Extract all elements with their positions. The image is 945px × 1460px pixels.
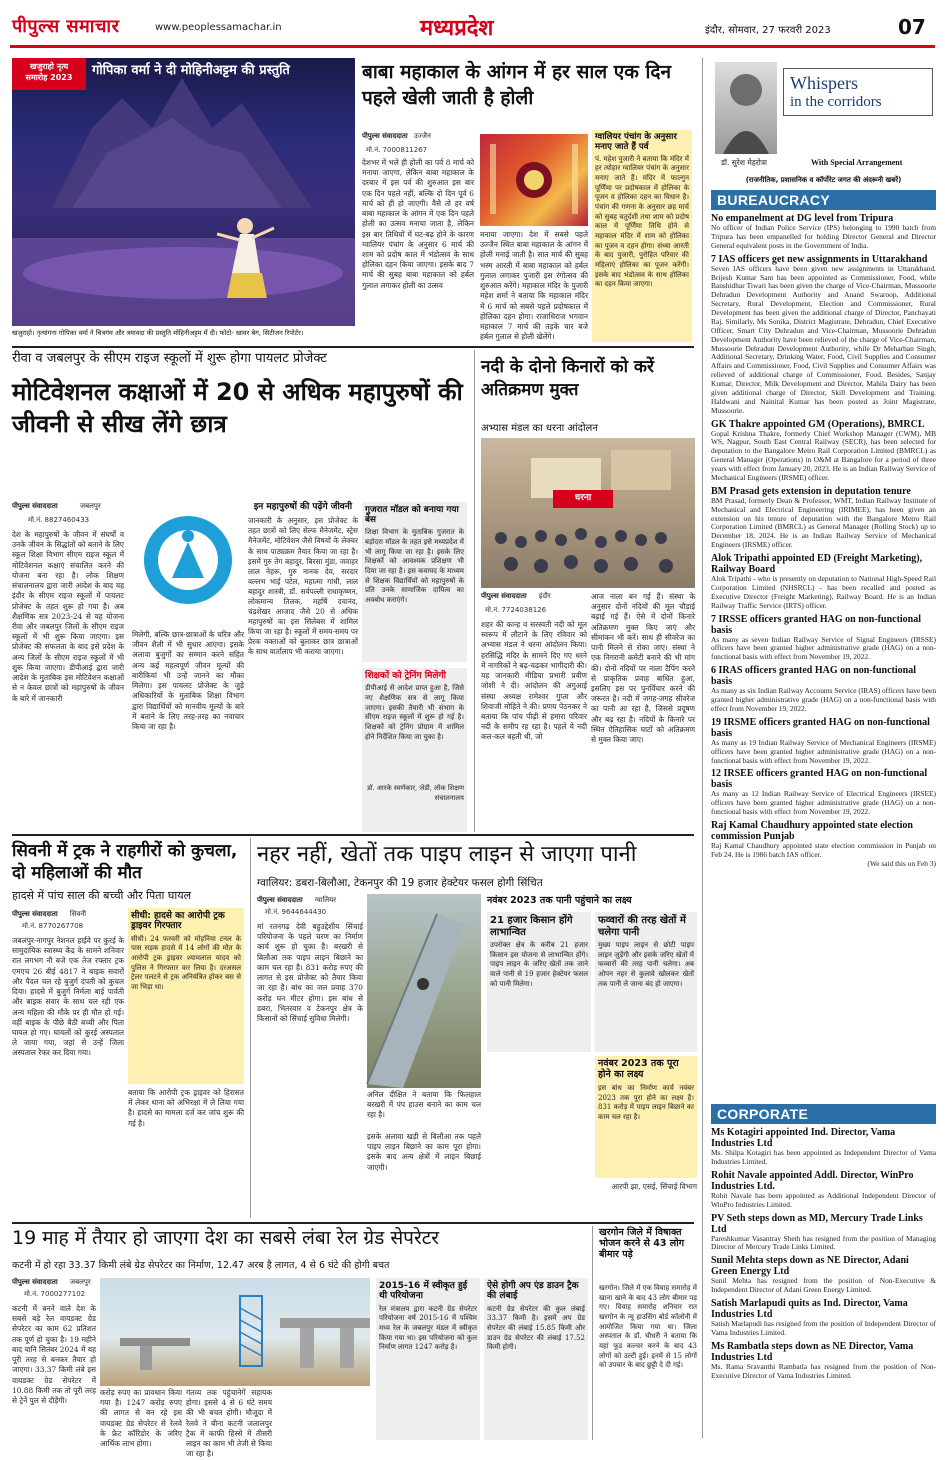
page-number: 07 xyxy=(898,15,926,39)
mahakal-body-col1: देशभर में भले ही होली का पर्व 8 मार्च को मनाया जाएगा, लेकिन बाबा महाकाल के दरबार में इस पर्व की शुरुआत इस बार एक दिन पहले नहीं, बल्कि दो दिन पूर्व 6 मार्च को ही हो जाएगी। वैसे तो हर वर्ष बाबा महाकाल के आंगन में एक दिन पहले होली का उत्सव मनाया जाता है, लेकिन इस बार तिथियों में घट-बढ़ होने के कारण ग्वालियर पंचांग के अनुसार 6 मार्च की शाम को प्रदोष काल में भंडोत्सव के साथ होलिका दहन किया जाएगा। इसके बाद 7 मार्च की सुबह बाबा महाकाल को हर्बल गुलाल लगाकर होली का उत्सव xyxy=(362,158,474,290)
bureaucracy-item xyxy=(711,486,936,550)
whispers-title-line1: Whispers xyxy=(790,73,858,93)
corporate-item xyxy=(711,1298,936,1338)
motivational-box2 xyxy=(362,502,467,662)
encroachment-mobile: मो.नं. 7724038126 xyxy=(485,606,547,614)
pipeline-story xyxy=(250,838,696,1218)
mahakal-sidebar-title: ग्वालियर पंचांग के अनुसार मनाए जाते हैं पर्व xyxy=(595,132,677,152)
pipeline-mobile: मो.नं. 9644644430 xyxy=(265,908,327,916)
bureaucracy-item-body: As many as 19 Indian Railway Service of Mechanical Engineers (IRSME) officers have been granted higher administrative grade (HAG) on a non-functional basis with effect from November 19, 2022. xyxy=(711,737,936,765)
pipeline-byline-name: पीपुल्स संवाददाता xyxy=(257,896,303,904)
rail-subhead: कटनी में हो रहा 33.37 किमी लंबे ग्रेड सेपरेटर का निर्माण, 12.47 अरब है लागत, 4 से 6 घंटे की होगी बचत xyxy=(12,1260,390,1271)
mahakal-mobile: मो.नं. 7000811267 xyxy=(366,146,428,154)
shrine-illustration xyxy=(480,134,588,226)
seoni-box-title: सीधी: हादसे का आरोपी ट्रक ड्राइवर गिरफ्तार xyxy=(131,911,225,932)
encroachment-story xyxy=(474,350,696,832)
mahakal-sidebar-body: पं. महेश पुजारी ने बताया कि मंदिर में हर त्योहार ग्वालियर पंचांग के अनुसार मनाए जाते हैं। मंदिर में फाल्गुन पूर्णिमा पर प्रदोषकाल में होलिका के पूजन व होलिका दहन का विधान है। पंचांग की गणना के अनुसार छह मार्च को सुबह चतुर्दशी तथा शाम को प्रदोष काल में पूर्णिमा तिथि होने से महाकाल मंदिर में शाम को होलिका का पूजन व दहन होगा। संध्या आरती के बाद पुजारी, पुरोहित परिवार की महिलाएं होलिका का पूजन करेंगी। इसके बाद भंडोत्सव के साथ होलिका का दहन किया जाएगा। xyxy=(595,154,689,289)
motivational-box3 xyxy=(362,668,467,832)
pipeline-box4 xyxy=(595,1056,697,1178)
pipeline-box1-title: नवंबर 2023 तक पानी पहुंचाने का लक्ष्य xyxy=(487,895,632,906)
bureaucracy-item-title[interactable]: BM Prasad gets extension in deputation tenure xyxy=(711,485,911,497)
paper-logo[interactable] xyxy=(12,14,152,44)
motivational-byline-place: जबलपुर xyxy=(79,502,101,510)
bureaucracy-item-title[interactable]: 7 IRSSE officers granted HAG on non-functional basis xyxy=(711,613,922,636)
encroachment-byline-place: इंदौर xyxy=(538,592,551,600)
corporate-label: CORPORATE xyxy=(711,1104,936,1124)
bureaucracy-item-body: As many as 12 Indian Railway Service of Electrical Engineers (IRSEE) officers have been granted higher administrative grade (HAG) on a non-functional basis with effect from November 19, 2022. xyxy=(711,789,936,817)
pipeline-photo xyxy=(367,894,481,1088)
rail-box1-title: 2015-16 में स्वीकृत हुई थी परियोजना xyxy=(379,1281,468,1302)
corporate-item-title[interactable]: Rohit Navale appointed Addl. Director, WinPro Industries Ltd. xyxy=(711,1169,914,1192)
sun-figure-icon xyxy=(132,502,244,620)
mahakal-byline-name: पीपुल्स संवाददाता xyxy=(362,132,408,140)
bureaucracy-item-note: (We said this on Feb 3) xyxy=(867,858,936,868)
corporate-item-body: Ms. Rama Sravanthi Rambatla has resigned from the position of Non-Executive Director of Vama Industries Limited. xyxy=(711,1361,936,1380)
seoni-box xyxy=(128,908,244,1084)
pipeline-body-col2: इसके अलावा खड़ी से बिलौआ तक पहले पाइप लाइन बिछाने का काम पूरा होगा। इसके बाद अन्य क्षेत्रों में लाइन बिछाई जाएगी। xyxy=(367,1132,481,1172)
bureaucracy-item xyxy=(711,213,936,251)
rail-story xyxy=(12,1226,588,1459)
mahakal-byline-place: उज्जैन xyxy=(413,132,431,140)
corporate-item-body: Satish Marlapudi has resigned from the position of Independent Director of Vama Industries Limited. xyxy=(711,1319,936,1337)
pipeline-box4-title: नवंबर 2023 तक पूरा होने का लक्ष्य xyxy=(598,1058,679,1080)
motivational-box2-title: गुजरात मॉडल को बनाया गया बेस xyxy=(365,505,459,526)
encroachment-body-col1: शहर की कान्ह व सरस्वती नदी को मूल स्वरूप में लौटाने के लिए रविवार को अभ्यास मंडल ने धरना आंदोलन किया। हरसिद्धि मंदिर के सामने दिए गए धरने में नागरिकों ने बढ़-चढ़कर भागीदारी की। यह जानकारी मीडिया प्रभारी प्रवीण जोशी ने दी। आंदोलन की अगुआई संस्था अध्यक्ष रामेश्वर गुप्ता और शिवाजी मोहिते ने की। प्रणय पेठनकर ने बताया कि पांच पीढ़ी से हमारा परिवार नदी के समीप रह रहा है। पहले ये नदी कल-कल बहती थी, जो xyxy=(481,620,587,742)
corporate-item xyxy=(711,1341,936,1381)
special-arrangement: With Special Arrangement xyxy=(811,158,903,167)
khargone-story xyxy=(592,1226,696,1440)
pipeline-box3-body: मुख्य पाइप लाइन से छोटी पाइप लाइन जुड़ेंगी और इसके जरिए खेतों में फव्वारों की तरह पानी चलेगा। अब ओपन नहर से कुलावे खोलकर खेतों तक पानी ले जाना बंद हो जाएगा। xyxy=(598,941,694,988)
author-portrait xyxy=(715,62,777,154)
pipeline-subhead: ग्वालियर: डबरा-बिलौआ, टेकनपुर की 19 हजार हेक्टेयर फसल होगी सिंचित xyxy=(257,877,543,889)
motivational-kicker: रीवा व जबलपुर के सीएम राइज स्कूलों में शुरू होगा पायलट प्रोजेक्ट xyxy=(12,351,327,366)
mahakal-shrine-photo xyxy=(480,134,588,226)
bureaucracy-item-body: As many as six Indian Railway Accounts Service (IRAS) officers have been granted higher administrative grade (HAG) on a non-functional basis with effect from November 19, 2022. xyxy=(711,686,937,713)
bureaucracy-item-title[interactable]: 19 IRSME officers granted HAG on non-functional basis xyxy=(711,716,930,739)
bureaucracy-item xyxy=(711,614,936,663)
festival-tag-line2: समारोह 2023 xyxy=(25,73,73,82)
encroachment-byline-name: पीपुल्स संवाददाता xyxy=(481,592,527,600)
bureaucracy-item-title[interactable]: Raj Kamal Chaudhury appointed state election commission Punjab xyxy=(711,820,913,842)
whispers-title xyxy=(783,68,933,116)
motivational-byline-name: पीपुल्स संवाददाता xyxy=(12,502,58,510)
bureaucracy-label: BUREAUCRACY xyxy=(711,190,936,210)
rail-mobile: मो.नं. 7000277102 xyxy=(24,1290,86,1298)
rail-box2 xyxy=(484,1278,588,1440)
festival-tag-line1: खजुराहो नृत्य xyxy=(29,62,69,71)
bureaucracy-item xyxy=(711,717,936,766)
seoni-mobile: मो.नं. 8770267708 xyxy=(22,922,84,930)
bureaucracy-item-title[interactable]: 6 IRAS officers granted HAG on non-functional basis xyxy=(711,665,917,688)
motivational-box1 xyxy=(248,502,358,832)
khargone-headline[interactable]: खरगोन जिले में विषाक्त भोजन करने से 43 लोग बीमार पड़े xyxy=(599,1227,685,1260)
bureaucracy-item-body: As many as seven Indian Railway Service of Signal Engineers (IRSSE) officers have been granted higher administrative grade (HAG) on a non-functional basis with effect from November 19, 2022. xyxy=(711,634,936,662)
encroachment-byline xyxy=(481,592,591,601)
mahakal-byline xyxy=(362,132,482,141)
seoni-body-col2: बताया कि आरोपी ट्रक ड्राइवर को हिरासत में लेकर थाना को अभिरक्षा में ले लिया गया है। हादसे का मामला दर्ज कर जांच शुरू की गई है। xyxy=(128,1088,244,1128)
rail-byline-name: पीपुल्स संवाददाता xyxy=(12,1278,58,1286)
rail-body-col1: कटनी में बनने वाले देश के सबसे बड़े रेल वायडक्ट ग्रेड सेपरेटर का काम 62 प्रतिशत तक पूर्ण हो चुका है। 19 महीने बाद यानि सितंबर 2024 में यह पूरी तरह से बनकर तैयार हो जाएगा। 33.37 किमी लंबे इस वायडक्ट ग्रेड सेपरेटर में 10.88 किमी तक तो पूरी तरह से ट्रेनें पुल से दौड़ेंगी। xyxy=(12,1304,96,1405)
section-title: मध्यप्रदेश xyxy=(420,16,494,41)
divider-middle xyxy=(12,834,694,836)
bureaucracy-item-body: Alok Tripathi - who is presently on deputation to National High-Speed Rail Corporation Limited (NHSRCL) - has been recalled and posted as Executive Director (Freight Marketing), Railway Board. He is an Indian Railway Traffic Service (IRTS) officer. xyxy=(711,574,936,610)
corporate-item-title[interactable]: Sunil Mehta steps down as NE Director, Adani Green Energy Ltd xyxy=(711,1255,909,1278)
divider-bottom xyxy=(12,1222,694,1224)
bureaucracy-item xyxy=(711,665,936,714)
rail-body-col2: करोड़ रुपए का प्रावधान किया गया है। 1247 करोड़ रुपए की लागत से बन रहे इस वायडक्ट ग्रेड सेपरेटर से रेलवे के फ्रेट कॉरिडोर के जरिए आर्थिक लाभ होगा। xyxy=(100,1388,182,1449)
motivational-box3-body: डीपीआई से आदेश प्राप्त हुआ है, जिसे नए शैक्षणिक सत्र से लागू किया जाएगा। इसकी तैयारी भी संभाग के सीएम राइज स्कूलों में शुरू हो गई है। शिक्षकों को ट्रेनिंग प्रोग्राम में शामिल होने निर्देशित किया जा चुका है। xyxy=(365,684,464,741)
corporate-item-title[interactable]: Ms Kotagiri appointed Ind. Director, Vama Industries Ltd xyxy=(711,1127,896,1149)
mohiniattam-caption: खजुराहो। नृत्यांगना गोपिका वर्मा ने चित्रगंम और त्रयावदा की प्रस्तुति मोहिनीअट्टम में दी। फोटो- खावर बेग, सिटीजन रिपोर्टर। xyxy=(12,329,304,337)
seoni-byline xyxy=(12,910,122,919)
rail-construction-photo xyxy=(100,1278,370,1386)
bureaucracy-item xyxy=(711,820,936,869)
corporate-item-body: Sunil Mehta has resigned from the position of Non-Executive & Independent Director of Adani Green Energy Limited. xyxy=(711,1276,936,1295)
bureaucracy-item xyxy=(711,553,936,611)
pipeline-caption: अनिल दीक्षित ने बताया कि फिलहाल बरखरी में पंप हाउस बनाने का काम चल रहा है। xyxy=(367,1090,481,1120)
motivational-box3-title: शिक्षकों को ट्रेनिंग मिलेगी xyxy=(365,671,446,681)
masthead-rule xyxy=(10,45,935,48)
seoni-body-col1: जबलपुर-नागपुर नेशनल हाईवे पर कुरई के सामुदायिक स्वास्थ्य केंद्र के सामने शनिवार रात लगभग नौ बजे एक तेज रफ्तार ट्रक एमएच 26 बीई 4817 ने बाइक सवारों और पैदल चल रहे बुजुर्ग दंपती को कुचल दिया। हादसे में बुजुर्ग निर्मला बाई पार्वती और बाइक सवार के साथ चल रही एक अन्य महिला की मौके पर ही मौत हो गई। वहीं बाइक के पीछे बैठी बच्ची और पिता घायल हो गए। घायलों को कुरई अस्पताल ले जाया गया, जहां से उन्हें जिला अस्पताल रेफर कर दिया गया। xyxy=(12,936,124,1058)
motivational-story xyxy=(12,350,467,832)
whispers-column xyxy=(702,58,938,1438)
bureaucracy-item-body: No officer of Indian Police Service (IPS) belonging to 1990 batch from Tripura has been empanelled for holding Director General and Director General equivalent posts in the Government of India. xyxy=(711,223,936,250)
seoni-story xyxy=(12,838,244,1218)
motivational-box2-body: शिक्षा विभाग के मुताबिक गुजरात के बड़ोदरा मॉडल के तहत इसे मध्यप्रदेश में भी लागू किया जा रहा है। इसके लिए शिक्षकों को आवश्यक प्रशिक्षण भी दिया जा रहा है। इस कवायद के माध्यम से शिक्षक विद्यार्थियों को महापुरुषों के प्रति उनके सामाजिक दायित्व का अवबोध कराएंगे। xyxy=(365,528,464,604)
temple-stage-illustration xyxy=(12,58,355,326)
corporate-item-body: Pareshkumar Vasantray Sheth has resigned from the position of Managing Director of Mercury Trade Links Limited. xyxy=(711,1233,936,1252)
motivational-box1-body: जानकारी के अनुसार, इस प्रोजेक्ट के तहत छात्रों को लिए सेल्फ मैनेजमेंट, स्ट्रेस मैनेजमेंट, मोटिवेशन जैसे विषयों के लेक्चर के साथ पाठ्यक्रम तैयार किया जा रहा है। इसमें गुरु तेग बहादुर, बिरसा मुंडा, जवाहर लाल नेहरू, गुरु नानक देव, सरदार वल्लभ भाई पटेल, महात्मा गांधी, लाल बहादुर शास्त्री, डॉ. सर्वपल्ली राधाकृष्णन, लोकमान्य तिलक, महर्षि दयानंद, चंद्रशेखर आजाद जैसे 20 से अधिक महापुरुषों का इस सिलेबस में शामिल किया जा रहा है। स्कूलों में समय-समय पर प्रेरक वक्ताओं को बुलाकर छात्र छात्राओं के साथ वार्तालाप भी कराया जाएगा। xyxy=(248,516,358,657)
seoni-subhead: हादसे में पांच साल की बच्ची और पिता घायल xyxy=(12,889,192,902)
corporate-item-body: Rohit Navale has been appointed as Additional Independent Director of WinPro Industries Limited. xyxy=(711,1190,936,1209)
seoni-headline[interactable]: सिवनी में ट्रक ने राहगीरों को कुचला, दो महिलाओं की मौत xyxy=(12,841,238,884)
seoni-box-body: सीधी। 24 फरवरी को मोहनिया टनल के पास सड़क हादसे में 14 लोगों की मौत के आरोपी ट्रक ड्राइवर श्यामलाल यादव को पुलिस ने गिरफ्तार कर लिया है। दरअसल ट्रेलर पलटने से ट्रक अनियंत्रित होकर बस से जा भिड़ा था। xyxy=(131,934,241,991)
encroachment-subhead: अभ्यास मंडल का धरना आंदोलन xyxy=(481,423,598,434)
bureaucracy-item-title[interactable]: Alok Tripathi appointed ED (Freight Marketing), Railway Board xyxy=(711,553,923,575)
motivational-logo xyxy=(132,502,244,620)
corporate-item-title[interactable]: Satish Marlapudi quits as Ind. Director, Vama Industries Ltd xyxy=(711,1298,908,1320)
corporate-item xyxy=(711,1127,936,1167)
corporate-item-title[interactable]: PV Seth steps down as MD, Mercury Trade Links Ltd xyxy=(711,1212,923,1235)
corporate-list xyxy=(711,1124,936,1436)
festival-tag xyxy=(12,58,86,90)
protest-crowd-illustration xyxy=(481,438,695,588)
mahakal-headline[interactable]: बाबा महाकाल के आंगन में हर साल एक दिन पहले खेली जाती है होली xyxy=(362,61,672,109)
rail-box1-body: रेल मंत्रालय द्वारा कटनी ग्रेड सेपरेटर परियोजना वर्ष 2015-16 में पश्चिम मध्य रेल के जबलपुर मंडल में स्वीकृत किया गया था। इस परियोजना को कुल निर्माण लागत 1247 करोड़ है। xyxy=(379,1304,477,1352)
protest-photo xyxy=(481,438,695,588)
bureaucracy-item xyxy=(711,419,936,483)
mahakal-body-col2: मनाया जाएगा। देश में सबसे पहले उज्जैन स्थित बाबा महाकाल के आंगन में होली मनाई जाती है। सात मार्च की सुबह भस्म आरती में बाबा महाकाल को हर्बल गुलाल लगाकर पुजारी इस रंगोत्सव की शुरुआत करेंगे। महाकाल मंदिर के पुजारी महेश शर्मा ने बताया कि महाकाल मंदिर में 6 मार्च को सबसे पहले प्रदोषकाल में होलिका दहन होगा। राजाधिराज भगवान महाकाल 7 मार्च की तड़के चार बजे हर्बल गुलाल से होली खेलेंगे। xyxy=(480,230,588,342)
whispers-tagline: (राजनीतिक, प्रशासनिक व कॉर्पोरेट जगत की अंदरूनी खबरें) xyxy=(745,176,902,184)
author-name: डॉ. सुरेश मेहरोत्रा xyxy=(721,158,767,167)
encroachment-headline[interactable]: नदी के दोनो किनारों को करें अतिक्रमण मुक्त xyxy=(481,357,654,400)
bureaucracy-item-body: Raj Kamal Chaudhury appointed state election commission in Punjab on Feb 24. He is 1986 batch IAS officer. xyxy=(711,841,936,859)
rail-byline-place: जबलपुर xyxy=(69,1278,91,1286)
motivational-body-col1: देश के महापुरुषों के जीवन में संघर्षों व उनके जीवन के सिद्धांतों को बताने के लिए स्कूल शिक्षा विभाग सीएम राइज स्कूल में मोटिवेशनल कक्षाएं संचालित करने की योजना बना रहा है। लोक शिक्षण संचालनालय द्वारा जारी आदेश के बाद यह इंदौर के सीएम राइज स्कूलों में पायलट प्रोजेक्ट के तहत शुरू हो गया है। अब शैक्षणिक सत्र 2023-24 से यह योजना रीवा और जबलपुर जिलों के सीएम राइज स्कूलों में भी शुरू किया जाएगा। इस प्रोजेक्ट की सफलता के बाद इसे प्रदेश के अन्य जिलों के सीएम राइज स्कूलों में भी शुरू किया जाएगा। डीपीआई द्वारा जारी आदेश के मुताबिक इस मोटिवेशन कक्षाओं से न केवल छात्रों को महापुरुषों के जीवन के बारे में जानकारी xyxy=(12,530,124,703)
bureaucracy-item-body: Seven IAS officers have been given new assignments in Uttarakhand. Brijesh Kumar Sant has been appointed as Commissioner, Food, while Banshidhar Tiwari has been given the charge of Vice-Chairman, Mussoorie Dehradun Development Authority and Anand Swaroop, Additional Secretary, Rural Development, Election and Commissioner, Rural Development has been given the additional charge of Director, Panchayati Raj. Similarly, Ms Sonika, District Magistrate, Dehradun, Chief Executive Officer, Smart City Dehradun and Vice-Chairman, Mussoorie Dehradun Development Authority have been relieved of the charge of Vice-Chairman, Mussoorie Dehradun Development Authority, while Dr Meharban Singh, Additional Secretary, Drinking Water, Food, Civil Supplies and Consumer Affairs and Commissioner, Food, Civil Supplies and Consumer Affairs was relieved of additional charge of Commissioner, Food. Besides, Sanjay Kumar, Director, Milk Development and Director, Mahila Dairy has been given additional charge of Director, Skill Development and Training. Haldwani and Nainital Kumar has been posted as Joint Magistrate, Mussoorie. xyxy=(711,263,936,415)
rail-box2-body: कटनी ग्रेड सेपरेटर की कुल लंबाई 33.37 किमी है। इसमें अप ग्रेड सेपरेटर की लंबाई 15.85 किमी और डाउन ग्रेड सेपरेटर की लंबाई 17.52 किमी होगी। xyxy=(487,1304,585,1352)
seoni-byline-place: सिवनी xyxy=(69,910,87,918)
masthead xyxy=(0,0,945,56)
pipeline-box3-title: फव्वारों की तरह खेतों में चलेगा पानी xyxy=(598,915,686,938)
motivational-box1-title: इन महापुरुषों की पढ़ेंगे जीवनी xyxy=(253,502,353,512)
pipeline-body-col1: मां रतनगढ़ देवी बहुउद्देशीय सिंचाई परियोजना के पहले चरण का निर्माण कार्य शुरू हो चुका है। बरखरी से बिलौआ तक पाइप लाइन बिछाने का काम चल रहा है। 831 करोड़ रुपए की लागत से इस प्रोजेक्ट को तैयार किया जा रहा है। बांध का जल प्रवाह 370 करोड़ घन मीटर होगा। इस बांध से डबरा, भितरवार व टेकनपुर क्षेत्र के किसानों को सिंचाई सुविधा मिलेगी। xyxy=(257,922,363,1023)
motivational-headline[interactable]: मोटिवेशनल कक्षाओं में 20 से अधिक महापुरुषों की जीवनी से सीख लेंगे छात्र xyxy=(12,378,463,439)
pipeline-box4-body: इस बांध का निर्माण कार्य नवंबर 2023 तक पूरा होने का लक्ष्य है। 831 करोड़ में पाइप लाइन बिछाने का काम चल रहा है। xyxy=(598,1083,694,1121)
author-photo xyxy=(715,62,777,154)
bureaucracy-item xyxy=(711,768,936,817)
mahakal-story xyxy=(362,58,692,344)
pipeline-box2-body: उपरोक्त क्षेत्र के करीब 21 हजार किसान इस योजना से लाभान्वित होंगे। पाइप लाइन के जरिए खेतों तक जाने वाले पानी से 19 हजार हेक्टेयर फसल को पानी मिलेगा। xyxy=(490,941,588,988)
rail-box1 xyxy=(376,1278,480,1440)
rail-body-col3: गंतव्य तक पहुंचानेगें सहायक होगा। इससे 4 से 6 घंटे समय की भी बचत होगी। मौजूदा में रेलवे ने बीना कटनी जलालपुर ट्रैक में काफी हिस्से में तीसरी लाइन का काम भी तेजी से किया जा रहा है। xyxy=(186,1388,272,1459)
corporate-item-body: Ms. Shilpa Kotagiri has been appointed as Independent Director of Vama Industries Limited. xyxy=(711,1148,936,1166)
corporate-item xyxy=(711,1213,936,1253)
motivational-mobile: मो.नं. 8827460433 xyxy=(28,516,90,524)
bureaucracy-item xyxy=(711,254,936,416)
pipeline-box2 xyxy=(487,912,591,1052)
pipeline-box3 xyxy=(595,912,697,1052)
corporate-item-title[interactable]: Ms Rambatla steps down as NE Director, Vama Industries Ltd xyxy=(711,1340,914,1363)
divider-top xyxy=(12,346,694,348)
paper-name: पीपुल्स समाचार xyxy=(12,16,120,37)
pipeline-signoff: आरपी झा, एसई, सिंचाई विभाग xyxy=(611,1182,697,1191)
seoni-byline-name: पीपुल्स संवाददाता xyxy=(12,910,58,918)
rail-box2-title: ऐसे होगी अप एंड डाउन ट्रैक की लंबाई xyxy=(487,1281,579,1302)
bureaucracy-list xyxy=(711,210,936,1100)
dateline: इंदौर, सोमवार, 27 फरवरी 2023 xyxy=(705,25,831,36)
viaduct-illustration xyxy=(100,1278,370,1386)
pipe-illustration xyxy=(367,894,481,1088)
pipeline-byline-place: ग्वालियर xyxy=(314,896,337,904)
mahakal-sidebar xyxy=(592,130,692,342)
khargone-body: खरगोन। जिले में एक विवाह समारोह में खाना खाने के बाद 43 लोग बीमार पड़ गए। विवाह समारोह शनिवार रात खरगोन के न्यू हाउसिंग बोर्ड कॉलोनी में आयोजित किया गया था। जिला अस्पताल के डॉ. चौधरी ने बताया कि यहां फूड कल्चर करने के बाद 43 लोगों को उल्टी हुई। इनमें से 15 लोगों को उपचार के बाद छुट्टी दे दी गई। xyxy=(599,1284,697,1370)
bureaucracy-item-body: Gopal Krishna Thakre, formerly Chief Workshop Manager (CWM), MB WS, Nagpur, South East Central Railway (SECR), has been selected for deputation to the Bangalore Metro Rail Corporation Limited (BMRCL) as General Manager (Operations) in O&M at Bangalore for a period of three years with effect from January 20, 2023. He is an Indian Railway Service of Mechanical Engineers (IRSME) officer. xyxy=(711,428,937,482)
pipeline-box2-title: 21 हजार किसान होंगे लाभान्वित xyxy=(490,915,573,938)
mohiniattam-story xyxy=(12,58,355,343)
bureaucracy-item-body: BM Prasad, formerly Dean & Professor, WMT, Indian Railway Institute of Mechanical and Electrical Engineering (IRIMEE), has been given an extension on his tenure of deputation with the Bangalore Metro Rail Corporation Limited (BMRCL) as General Manager (Rolling Stock) up to December 18, 2024. He is an Indian Railway Service of Mechanical Engineers (IRSME) officer. xyxy=(711,495,936,550)
protest-banner: धरना xyxy=(553,490,613,508)
encroachment-body-col2: आज नाला बन गई हैं। संस्था के अनुसार दोनों नदियों की मूल चौड़ाई बढ़ाई गई हैं। ऐसे में दोनों किनारे अतिक्रमण मुक्त किए जाएं और सीमांकन भी करें। साथ ही सीवरेज का पानी मिलने से रोका जाए। संस्था ने एक निगरानी कमेटी बनाने की भी मांग की। दोनों नदियों पर नाला टैपिंग करने से प्राकृतिक प्रवाह बाधित हुआ, इसलिए इस पर पुनर्विचार करने की जरूरत है। नदी में जगह-जगह सीवरेज का पानी आ रहा है, जिससे प्रदूषण और बढ़ रहा है। नदियों के किनारे पर स्थित ऐतिहासिक घाटों को अतिक्रमण से मुक्त किया जाए। xyxy=(591,592,695,745)
mohiniattam-headline[interactable]: गोपिका वर्मा ने दी मोहिनीअट्टम की प्रस्तुति xyxy=(92,63,290,78)
website-link[interactable]: www.peoplessamachar.in xyxy=(155,22,282,33)
dance-photo xyxy=(12,58,355,326)
pipeline-byline xyxy=(257,896,367,905)
pipeline-headline[interactable]: नहर नहीं, खेतों तक पाइप लाइन से जाएगा पानी xyxy=(257,842,637,867)
bureaucracy-item-title[interactable]: 7 IAS officers get new assignments in Uttarakhand xyxy=(711,253,928,265)
rail-headline[interactable]: 19 माह में तैयार हो जाएगा देश का सबसे लंबा रेल ग्रेड सेपरेटर xyxy=(12,1227,440,1249)
bureaucracy-item-title[interactable]: No empanelment at DG level from Tripura xyxy=(711,213,894,224)
bureaucracy-item-title[interactable]: 12 IRSEE officers granted HAG on non-functional basis xyxy=(711,768,928,791)
bureaucracy-item-title[interactable]: GK Thakre appointed GM (Operations), BMRCL xyxy=(711,418,925,430)
motivational-body-col2: मिलेगी, बल्कि छात्र-छात्राओं के चरित्र और जीवन शैली में भी सुधार आएगा। इसके अलावा बुजुर्गों का सम्मान करने सहित अन्य कई महत्वपूर्ण जीवन मूल्यों की बारीकियां भी उन्हें जानने का मौका मिलेगा। इस पायलट प्रोजेक्ट के जुड़े अधिकारियों के मुताबिक शिक्षा विभाग द्वारा विद्यार्थियों को मानवीय मूल्यों के बारे में बताने के लिए तरह-तरह का नवाचार किया जा रहा है। xyxy=(132,630,244,731)
corporate-item xyxy=(711,1170,936,1210)
corporate-item xyxy=(711,1255,936,1295)
whispers-header xyxy=(711,62,936,174)
whispers-title-line2: in the corridors xyxy=(790,94,882,110)
motivational-box3-signoff: डॉ. आरके स्वर्णकार, जेडी, लोक शिक्षण संचालनालय xyxy=(367,784,464,802)
